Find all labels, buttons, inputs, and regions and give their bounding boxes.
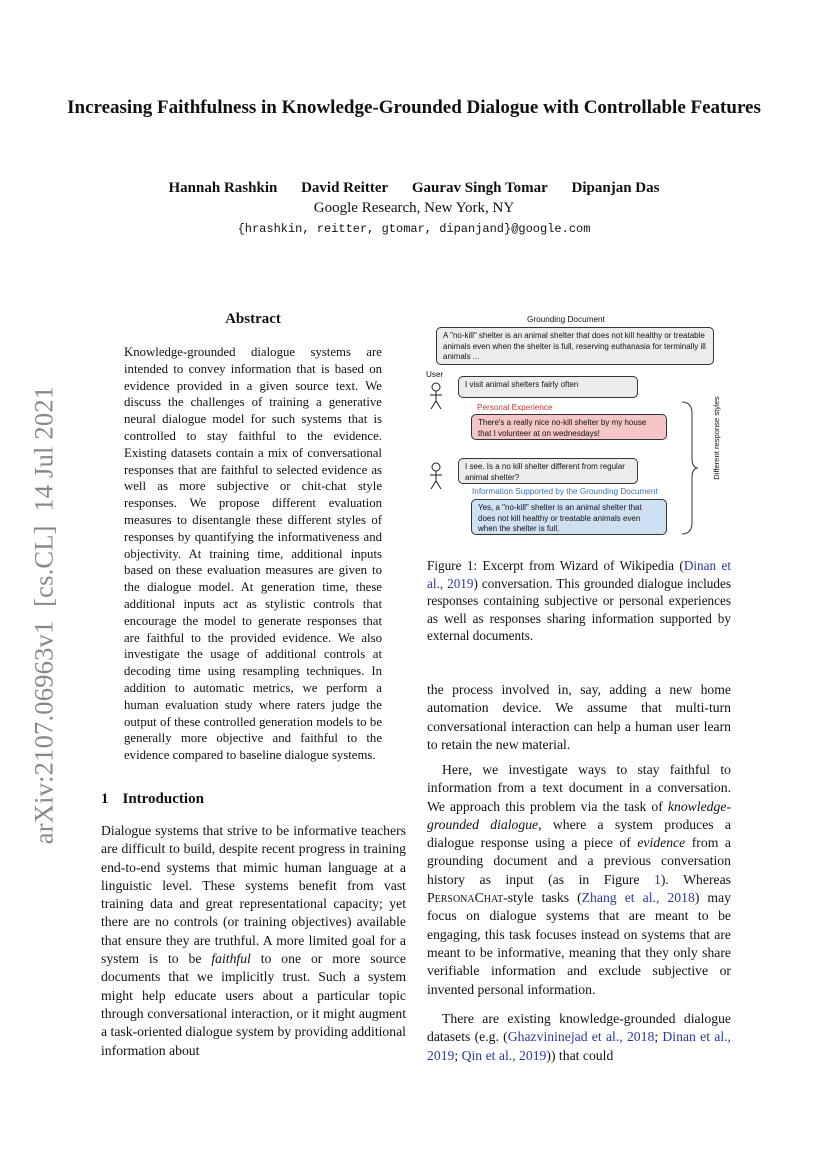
grounded-information-label: Information Supported by the Grounding Document	[472, 487, 658, 496]
text-run: ) conversation. This grounded dialogue includes responses containing subjective or personal experiences as well as responses sharing information supported by external documents.	[427, 575, 731, 643]
paper-title: Increasing Faithfulness in Knowledge-Grounded Dialogue with Controllable Features	[67, 97, 761, 118]
text-run: Here, we investigate ways to stay faithful to information from a text document in a conversation. We approach this problem via the task of	[427, 762, 731, 814]
author-emails: {hrashkin, reitter, gtomar, dipanjand}@google.com	[237, 222, 591, 236]
author-name: Gaurav Singh Tomar	[411, 180, 548, 196]
abstract-heading: Abstract	[225, 311, 281, 327]
author-list	[0, 180, 828, 197]
text-run: Dialogue systems that strive to be informative teachers are difficult to build, despite recent progress in training end-to-end systems that mimic human language at a linguistic level. These systems benefit from vast training data and great representational capacity; yet there are no controls (or training objectives) available that ensure they are truthful. A more limited goal for a system is to be	[101, 823, 406, 967]
figure-caption	[427, 557, 731, 645]
emphasis: faithful	[211, 951, 251, 967]
personal-experience-label: Personal Experience	[477, 403, 553, 412]
text-run: , where a system produces a dialogue response using a piece of	[427, 816, 731, 851]
figure-1	[425, 310, 735, 533]
arxiv-identifier: arXiv:2107.06963v1 [cs.CL] 14 Jul 2021	[28, 385, 59, 845]
intro-paragraph-1	[101, 822, 406, 1060]
grounding-document-label: Grounding Document	[527, 315, 605, 324]
response-styles-label: Different response styles	[711, 396, 721, 480]
citation-link[interactable]: Dinan et al., 2019	[427, 1029, 731, 1063]
citation-link[interactable]: Qin et al., 2019	[461, 1047, 547, 1063]
text-run: ). Whereas	[660, 871, 732, 887]
intro-paragraph-2	[427, 761, 731, 999]
text-run: ) may focus on dialogue systems that are meant to be engaging, this task focuses instead on systems that are meant to be informative, meaning that they only share verifiable information and exclude subjective or invented personal information.	[427, 890, 731, 997]
user-label: User	[426, 370, 444, 379]
user-stick-figure-icon	[428, 382, 444, 410]
figure-reference-link[interactable]: 1	[654, 871, 661, 887]
intro-paragraph-1-continued: the process involved in, say, adding a new home automation device. We assume that multi-turn conversational interaction can help a human user learn to retain the new material.	[427, 682, 731, 752]
abstract-text: Knowledge-grounded dialogue systems are intended to convey information that is based on evidence provided in a given source text. We discuss the challenges of training a generative neural dialogue model for such systems that is controlled to stay faithful to the evidence. Existing datasets contain a mix of conversational responses that are faithful to selected evidence as well as more subjective or chit-chat style responses. We propose different evaluation measures to disentangle these different styles of responses by quantifying the informativeness and objectivity. At training time, additional inputs based on these evaluation measures are given to the dialogue model. At generation time, these additional inputs act as stylistic controls that encourage the model to generate responses that are faithful to the provided evidence. We also investigate the usage of additional controls at decoding time using resampling techniques. In addition to automatic metrics, we perform a human evaluation study where raters judge the output of these controlled generation models to be generally more objective and faithful to the evidence compared to baseline dialogue systems.	[124, 345, 382, 763]
text-run: to one or more source documents that we implicitly trust. Such a system might help educate users about a particular topic through conversational interaction, or it might augment a task-oriented dialogue system by providing additional information about	[101, 951, 406, 1058]
section-heading	[101, 791, 204, 808]
citation-link[interactable]: Ghazvininejad et al., 2018	[507, 1029, 655, 1045]
user-stick-figure-icon	[428, 462, 444, 490]
user-message-bubble: I see. Is a no kill shelter different from regular animal shelter?	[458, 458, 638, 484]
brace-icon	[680, 400, 700, 536]
section-title: Introduction	[122, 791, 204, 807]
author-name: Dipanjan Das	[571, 180, 660, 196]
text-run: ;	[454, 1047, 462, 1063]
user-message-bubble: I visit animal shelters fairly often	[458, 376, 638, 398]
personal-response-bubble: There's a really nice no-kill shelter by my house that I volunteer at on wednesdays!	[471, 414, 667, 440]
grounded-response-bubble: Yes, a "no-kill" shelter is an animal shelter that does not kill healthy or treatable animals even when the shelter is full.	[471, 499, 667, 535]
text-run: -style tasks (	[503, 890, 582, 906]
text-run: ;	[654, 1029, 663, 1045]
grounding-document-bubble: A "no-kill" shelter is an animal shelter that does not kill healthy or treatable animals even when the shelter is full, reserving euthanasia for terminally ill animals ...	[436, 327, 714, 365]
author-name: David Reitter	[301, 180, 389, 196]
dataset-name: PersonaChat	[427, 890, 504, 906]
section-number: 1	[101, 791, 109, 807]
text-run: Figure 1: Excerpt from Wizard of Wikipedia (	[427, 558, 684, 573]
author-name: Hannah Rashkin	[168, 180, 278, 196]
text-run: There are existing knowledge-grounded dialogue datasets (e.g. (	[427, 1011, 731, 1045]
text-run: from a grounding document and a previous conversation history as input (as in Figure	[427, 835, 731, 887]
citation-link[interactable]: Dinan et al., 2019	[427, 558, 731, 591]
intro-paragraph-3	[427, 1010, 731, 1065]
emphasis: evidence	[637, 835, 686, 851]
citation-link[interactable]: Zhang et al., 2018	[581, 890, 695, 906]
affiliation: Google Research, New York, NY	[313, 200, 515, 216]
emphasis: knowledge-grounded dialogue	[427, 798, 731, 832]
text-run: )) that could	[546, 1047, 614, 1063]
